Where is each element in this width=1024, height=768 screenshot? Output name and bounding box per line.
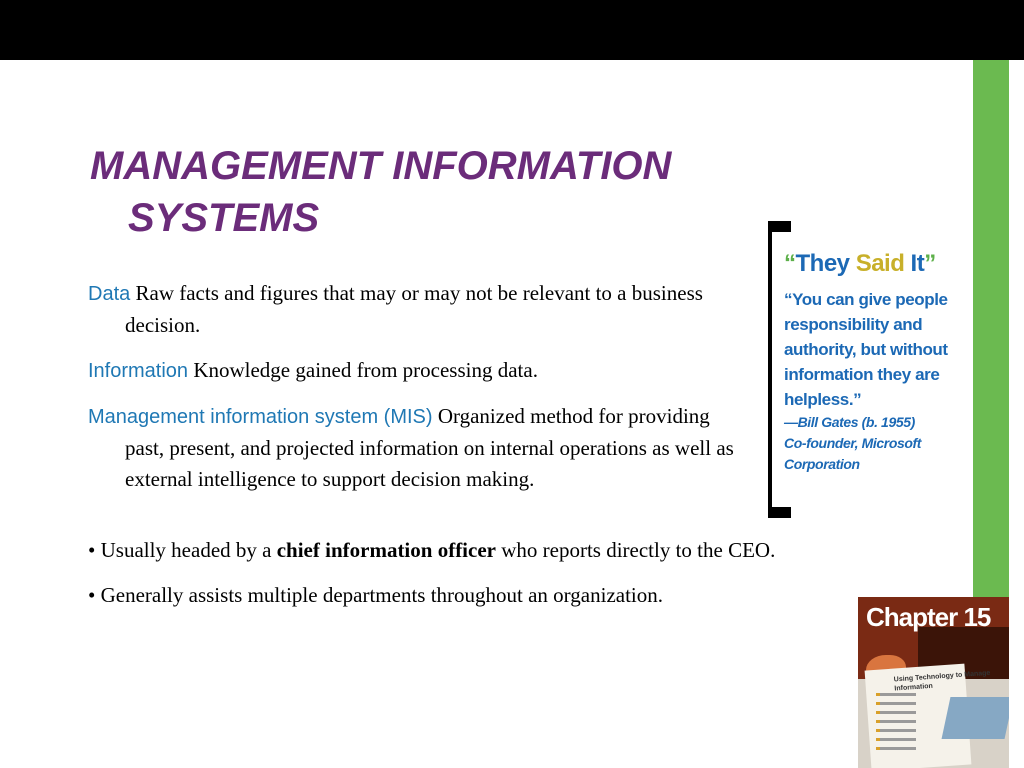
quote-box-spine (768, 221, 772, 518)
bullet-item: • Generally assists multiple departments throughout an organization. (88, 583, 664, 607)
quote-heading-word: It (910, 250, 925, 277)
quote-box-cap-top (768, 221, 791, 232)
top-bar (0, 0, 1024, 60)
cover-chapter-label: Chapter 15 (866, 602, 991, 632)
definition-data (88, 278, 738, 341)
cover-subtitle: Using Technology to Manage Information (893, 669, 991, 693)
bullet-item (88, 535, 958, 566)
quote-box-content (784, 249, 966, 475)
bullet-bold-text: chief information officer (276, 538, 496, 562)
quote-heading-word: They (795, 250, 850, 277)
quote-box (768, 221, 968, 518)
quote-attribution: —Bill Gates (b. 1955) (784, 414, 915, 430)
slide-title-line2: SYSTEMS (128, 196, 320, 240)
definition-term: Data (88, 283, 131, 305)
cover-text-lines (876, 693, 916, 756)
definition-term: Management information system (MIS) (88, 406, 433, 428)
bullet-text: who reports directly to the CEO. (495, 538, 776, 562)
bullet-text: • Usually headed by a (88, 538, 277, 562)
definition-text: Organized method for providing past, present, and projected information on internal operations as well as external intelligence to support decision making. (125, 404, 734, 491)
definition-term: Information (88, 360, 189, 382)
slide-title (90, 140, 770, 244)
definitions-list (88, 278, 738, 509)
quote-heading (784, 249, 966, 279)
quote-box-cap-bottom (768, 507, 791, 518)
quote-heading-word: Said (855, 250, 905, 277)
quote-mark: ” (924, 250, 936, 277)
definition-text: Raw facts and figures that may or may not be relevant to a business decision. (125, 281, 703, 337)
quote-attribution-title: Co-founder, Microsoft Corporation (784, 435, 922, 472)
definition-mis (88, 401, 738, 495)
quote-mark: “ (784, 250, 796, 277)
bullet-list (88, 535, 958, 625)
cover-laptop (942, 697, 1009, 739)
definition-text: Knowledge gained from processing data. (188, 358, 538, 382)
slide-title-line1: MANAGEMENT INFORMATION (90, 144, 672, 188)
quote-text: “You can give people responsibility and authority, but without information they are helpless.” (784, 290, 948, 409)
chapter-cover-image (858, 597, 1009, 768)
definition-information (88, 355, 738, 387)
